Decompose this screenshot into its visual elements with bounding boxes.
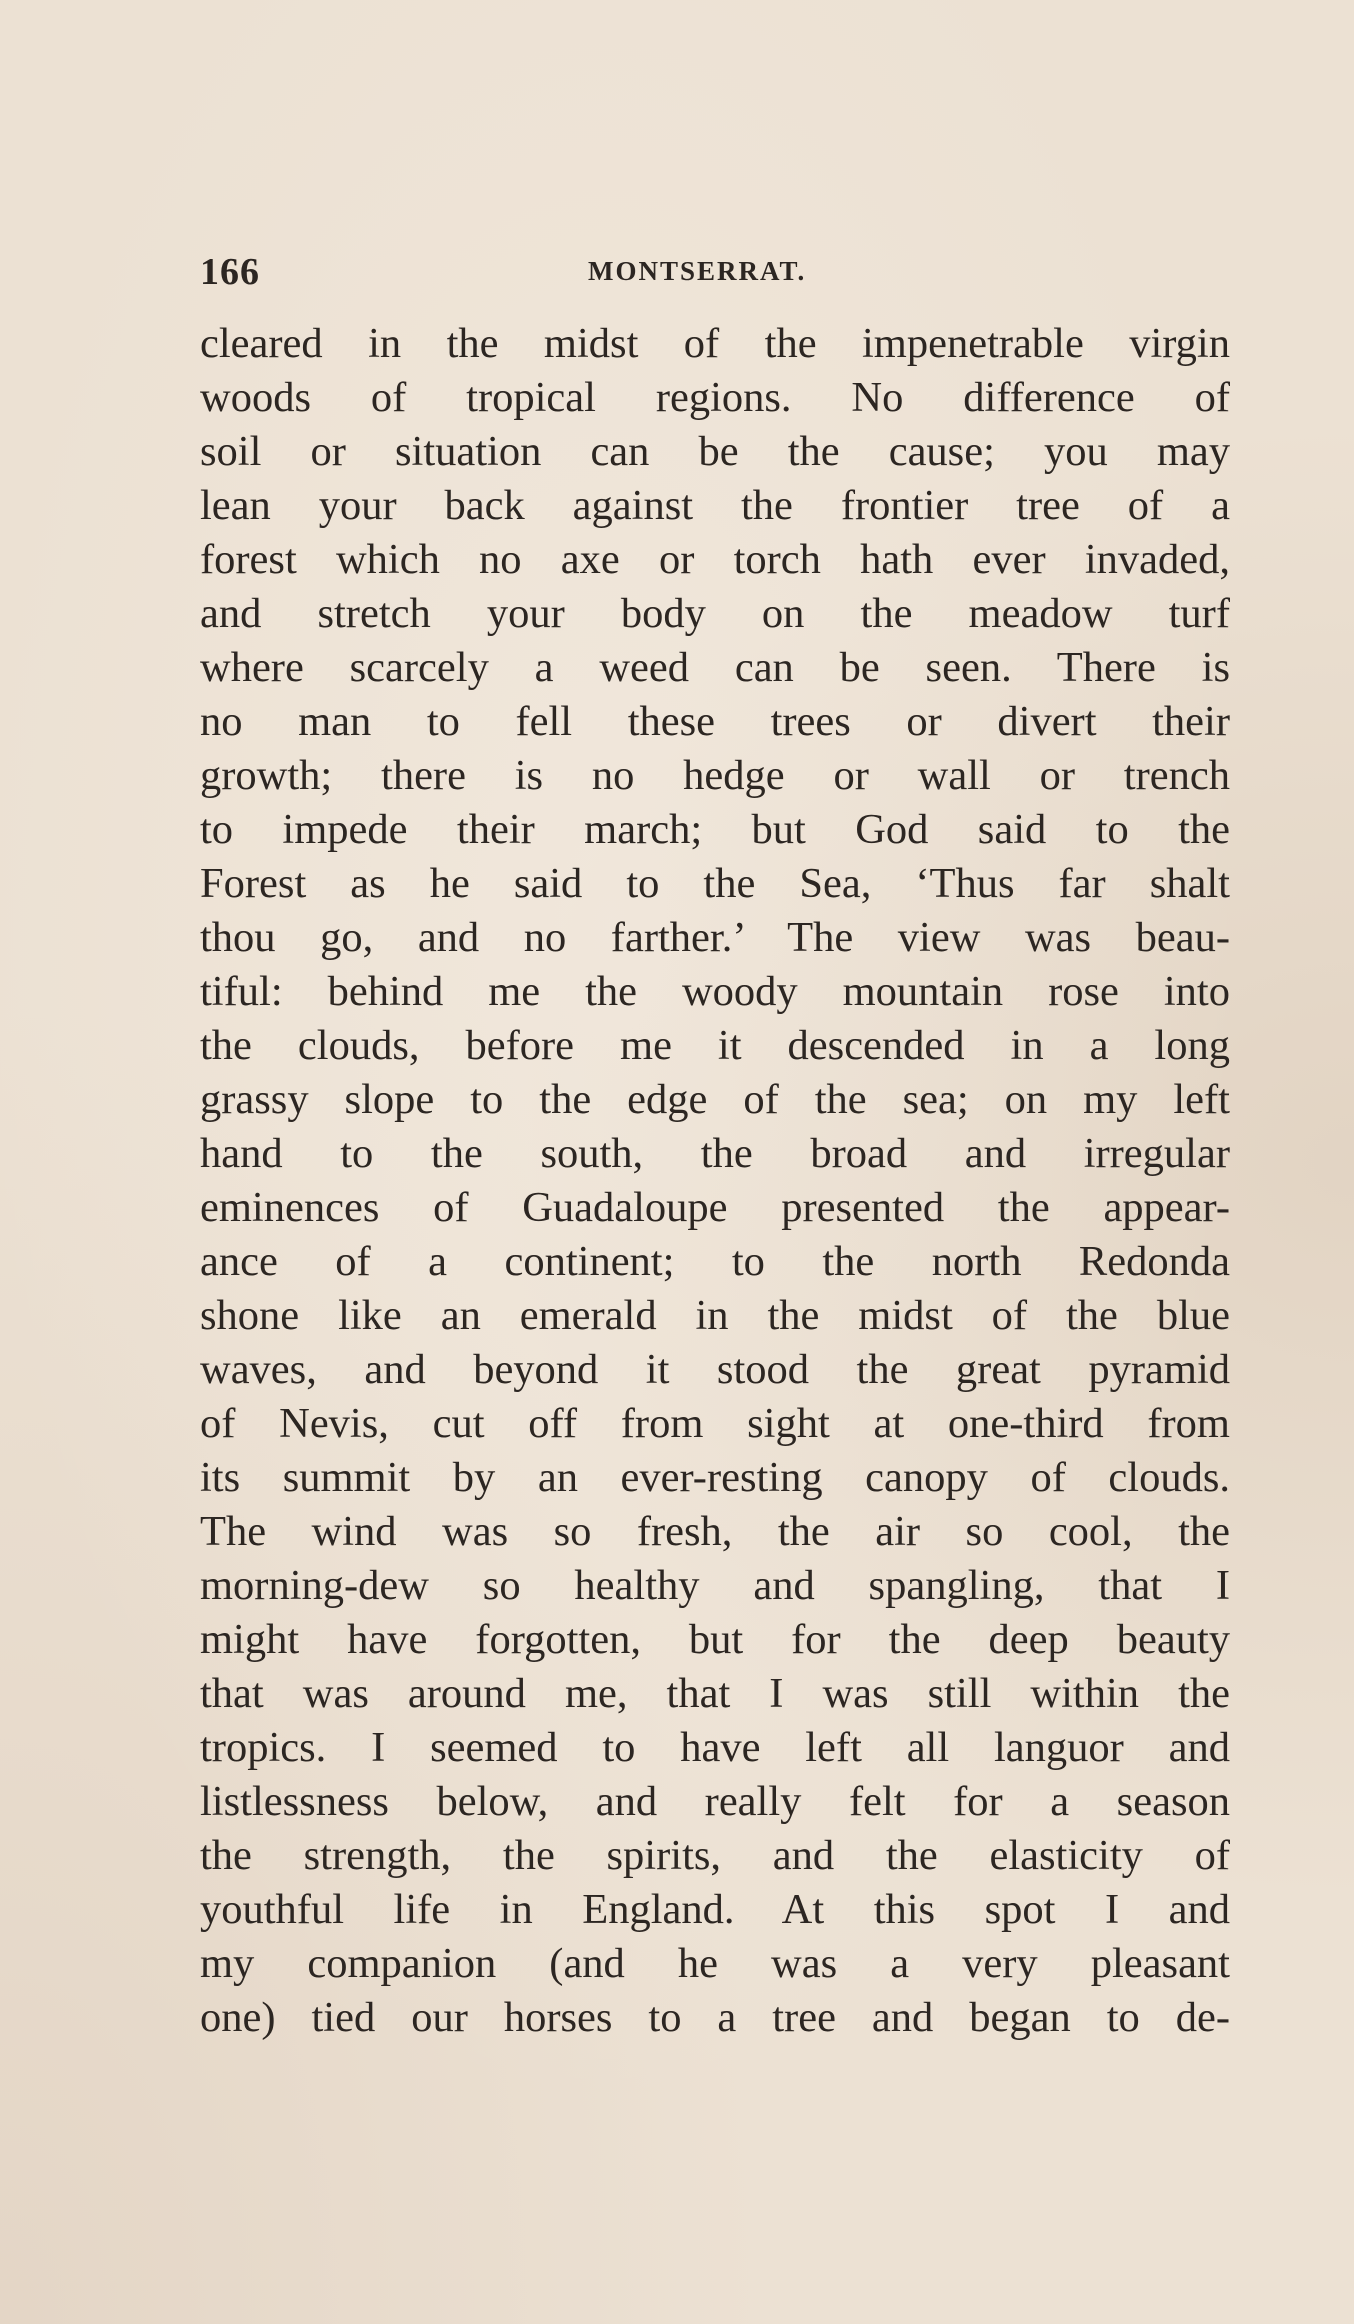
text-line: waves, and beyond it stood the great pyramid [200, 1346, 1230, 1393]
text-line: that was around me, that I was still within the [200, 1670, 1230, 1717]
text-line: tropics. I seemed to have left all languor and [200, 1724, 1230, 1771]
text-line: The wind was so fresh, the air so cool, the [200, 1508, 1230, 1555]
text-line: Forest as he said to the Sea, ‘Thus far shalt [200, 860, 1230, 907]
text-line: ance of a continent; to the north Redonda [200, 1238, 1230, 1285]
text-line: and stretch your body on the meadow turf [200, 590, 1230, 637]
text-line: of Nevis, cut off from sight at one-third from [200, 1400, 1230, 1447]
page-heading: MONTSERRAT. [588, 256, 807, 286]
text-line: tiful: behind me the woody mountain rose into [200, 968, 1230, 1015]
text-line: thou go, and no farther.’ The view was beau- [200, 914, 1230, 961]
text-line: youthful life in England. At this spot I and [200, 1886, 1230, 1933]
body-text [200, 317, 1230, 2045]
text-line: its summit by an ever-resting canopy of clouds. [200, 1454, 1230, 1501]
text-line: the clouds, before me it descended in a long [200, 1022, 1230, 1069]
text-line: soil or situation can be the cause; you may [200, 428, 1230, 475]
text-line: forest which no axe or torch hath ever invaded, [200, 536, 1230, 583]
text-line: the strength, the spirits, and the elasticity of [200, 1832, 1230, 1879]
text-line: growth; there is no hedge or wall or trench [200, 752, 1230, 799]
text-line: my companion (and he was a very pleasant [200, 1940, 1230, 1987]
text-line: hand to the south, the broad and irregular [200, 1130, 1230, 1177]
text-line: cleared in the midst of the impenetrable virgin [200, 320, 1230, 367]
text-line: morning-dew so healthy and spangling, that I [200, 1562, 1230, 1609]
text-line: no man to fell these trees or divert their [200, 698, 1230, 745]
text-line: where scarcely a weed can be seen. There is [200, 644, 1230, 691]
text-line: listlessness below, and really felt for a season [200, 1778, 1230, 1825]
text-line: shone like an emerald in the midst of the blue [200, 1292, 1230, 1339]
text-line: grassy slope to the edge of the sea; on my left [200, 1076, 1230, 1123]
text-line: to impede their march; but God said to the [200, 806, 1230, 853]
text-line: eminences of Guadaloupe presented the appear- [200, 1184, 1230, 1231]
text-line: one) tied our horses to a tree and began to de- [200, 1994, 1230, 2041]
running-head [200, 250, 1230, 293]
text-line: lean your back against the frontier tree of a [200, 482, 1230, 529]
text-line: woods of tropical regions. No difference of [200, 374, 1230, 421]
page-number: 166 [200, 251, 260, 293]
text-line: might have forgotten, but for the deep beauty [200, 1616, 1230, 1663]
